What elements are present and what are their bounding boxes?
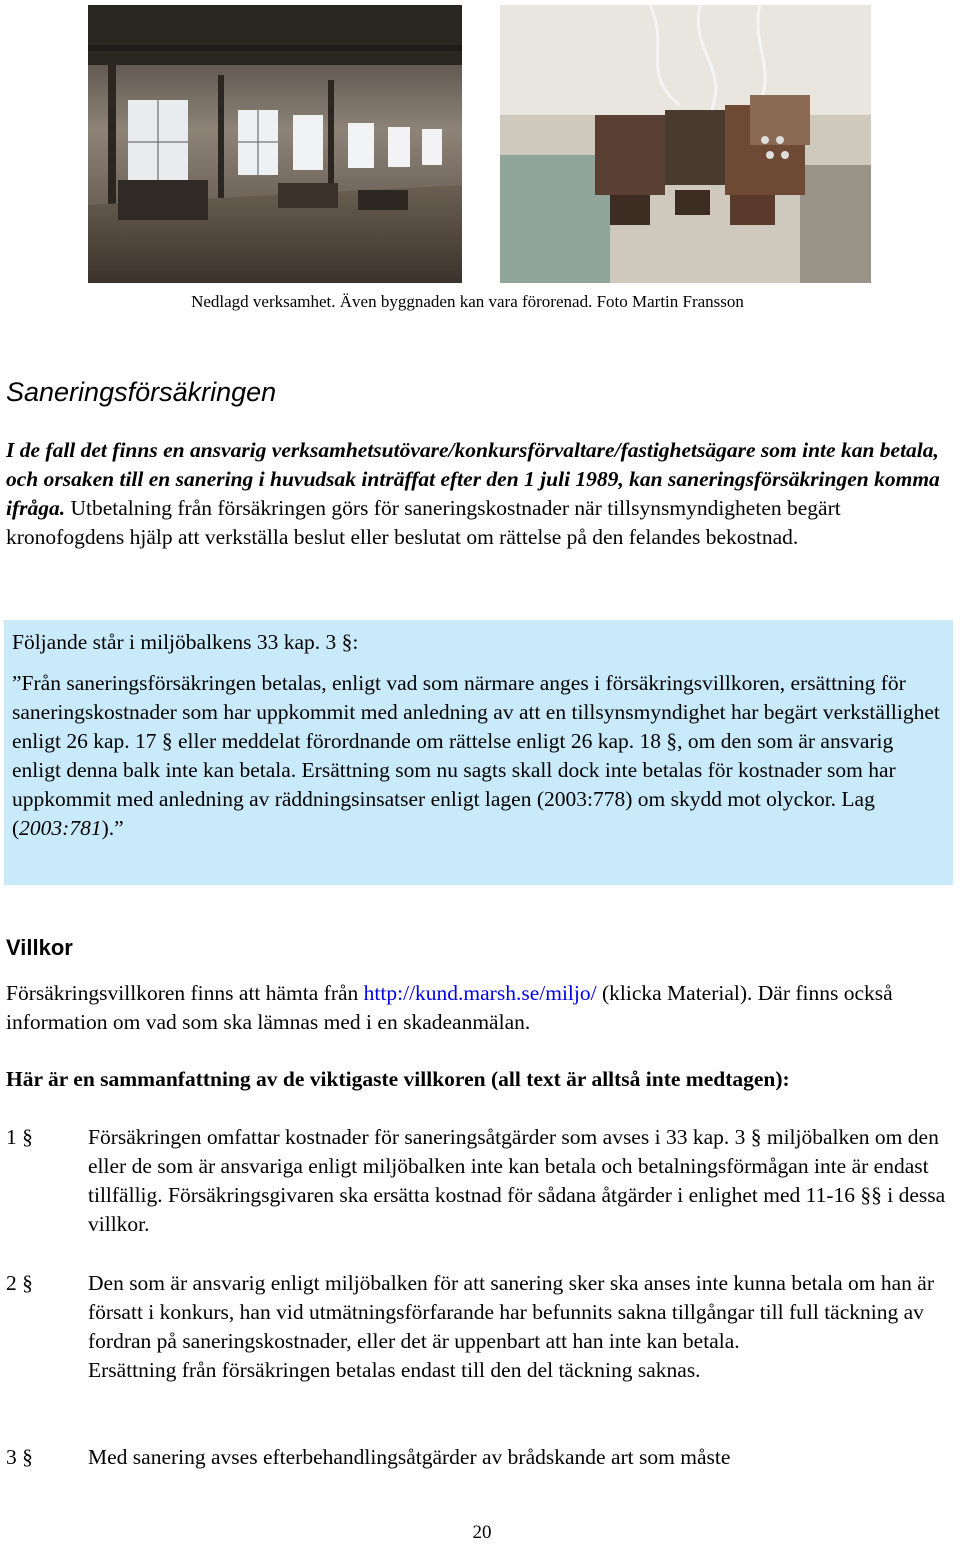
law-quote-box	[4, 620, 953, 885]
clause-number: 1 §	[6, 1125, 33, 1149]
electrical-panels-photo	[500, 5, 871, 283]
clause-number: 3 §	[6, 1445, 33, 1469]
section-title: Saneringsförsäkringen	[6, 377, 277, 407]
villkor-heading: Villkor	[6, 935, 73, 960]
clause-text: Försäkringen omfattar kostnader för saneringsåtgärder som avses i 33 kap. 3 § miljöbalken om den eller de som är ansvariga enligt miljöbalken inte kan betala och betalningsförmågan inte är endast tillfällig. Försäkringsgivaren ska ersätta kostnad för sådana åtgärder i enlighet med 11-16 §§ i dessa villkor.	[88, 1125, 946, 1236]
intro-lead: I de fall det finns en ansvarig verksamhetsutövare/konkursförvaltare/fastighetsägare som inte kan betala, och orsaken till en sanering i huvudsak inträffat efter den 1 juli 1989, kan saneringsförsäkringen komma ifråga.	[6, 438, 940, 520]
intro-rest: Utbetalning från försäkringen görs för saneringskostnader när tillsynsmyndigheten begärt kronofogdens hjälp att verkställa beslut eller beslutat om rättelse på den felandes bekostnad.	[6, 496, 841, 549]
villkor-text-after: (klicka Material). Där finns också information om vad som ska lämnas med i en skadeanmälan.	[6, 981, 893, 1034]
factory-hall-photo	[88, 5, 462, 283]
quote-body-end: ).”	[101, 816, 124, 840]
page-number: 20	[472, 1522, 492, 1543]
villkor-paragraph	[6, 979, 952, 1037]
clause-text-extra: Ersättning från försäkringen betalas endast till den del täckning saknas.	[88, 1358, 701, 1382]
clause-text: Den som är ansvarig enligt miljöbalken för att sanering sker ska anses inte kunna betala om han är försatt i konkurs, han vid utmätningsförfarande har befunnits sakna tillgångar till full täckning av fordran på saneringskostnader, eller det är uppenbart att han inte kan betala.	[88, 1271, 935, 1353]
villkor-text-before: Försäkringsvillkoren finns att hämta från	[6, 981, 364, 1005]
quote-law-reference: 2003:781	[19, 816, 102, 840]
clause-text: Med sanering avses efterbehandlingsåtgärder av brådskande art som måste	[88, 1445, 731, 1469]
intro-paragraph	[6, 436, 952, 552]
photo-caption: Nedlagd verksamhet. Även byggnaden kan vara förorenad. Foto Martin Fransson	[191, 292, 744, 311]
electrical-panels-image	[500, 5, 871, 283]
clause-number: 2 §	[6, 1271, 33, 1295]
factory-hall-image	[88, 5, 462, 283]
quote-body-main: ”Från saneringsförsäkringen betalas, enligt vad som närmare anges i försäkringsvillkoren, ersättning för saneringskostnader som har uppkommit med anledning av att en tillsynsmyndighet har begärt verkställighet enligt 26 kap. 17 § eller meddelat förordnande om rättelse enligt 26 kap. 18 §, om den som är ansvarig enligt denna balk inte kan betala. Ersättning som nu sagts skall dock inte betalas för kostnader som har uppkommit med anledning av räddningsinsatser enligt lagen (2003:778) om skydd mot olyckor. Lag (	[12, 671, 940, 840]
summary-heading: Här är en sammanfattning av de viktigaste villkoren (all text är alltså inte medtagen):	[6, 1067, 790, 1091]
villkor-link[interactable]: http://kund.marsh.se/miljo/	[363, 981, 597, 1005]
quote-heading: Följande står i miljöbalkens 33 kap. 3 §:	[12, 630, 359, 654]
quote-body	[12, 669, 945, 843]
